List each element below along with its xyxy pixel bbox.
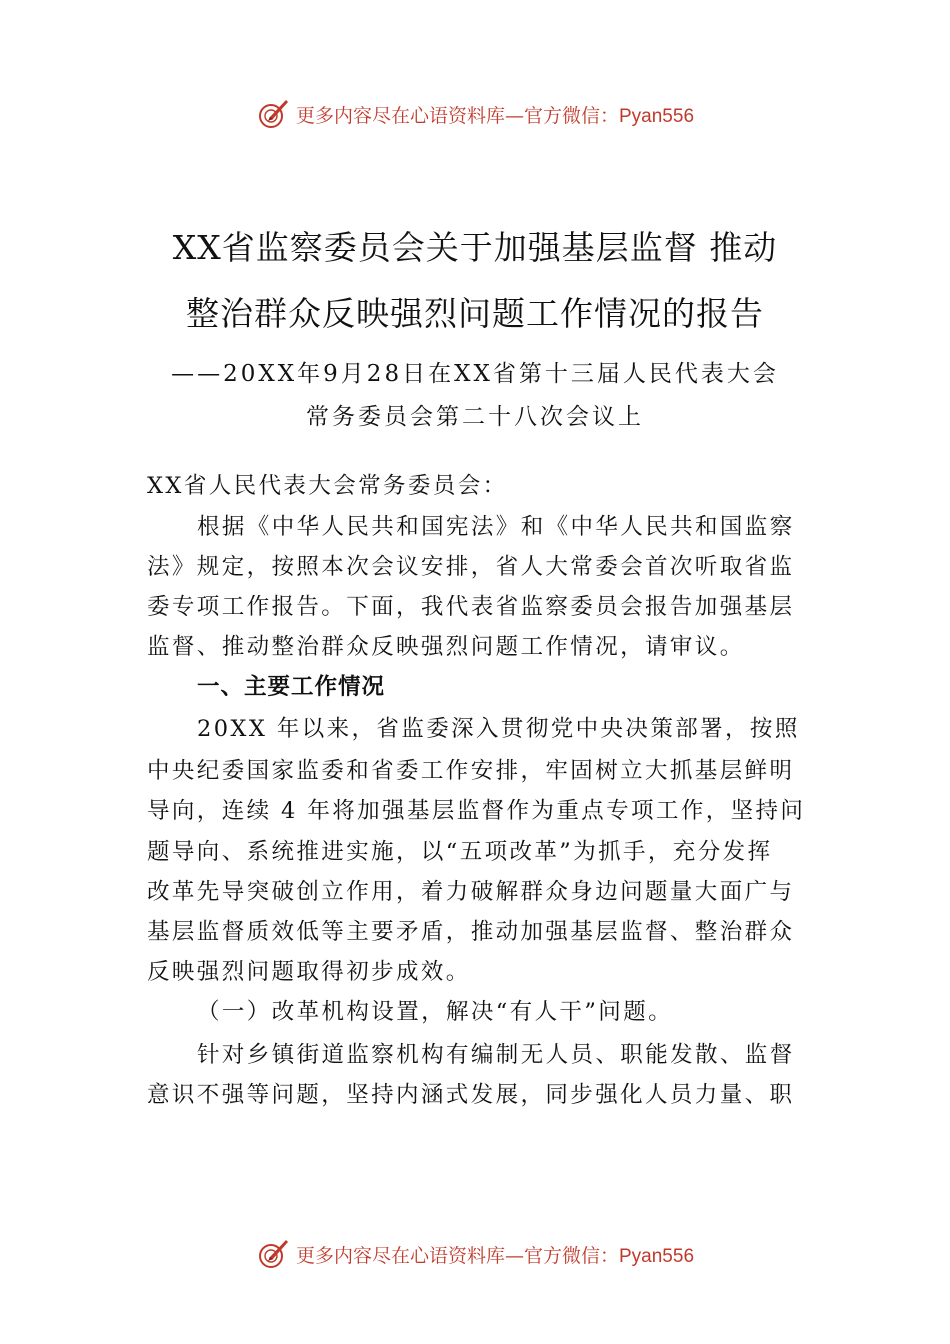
paragraph-line: 题导向、系统推进实施，以“五项改革”为抓手，充分发挥 [147,839,773,865]
paragraph-line: 根据《中华人民共和国宪法》和《中华人民共和国监察 [197,514,795,540]
watermark-label: 官方微信： [523,104,619,127]
paragraph-line: 20XX 年以来，省监委深入贯彻党中央决策部署，按照 [197,716,800,742]
watermark-contact: Pyan556 [619,1245,695,1267]
watermark-contact: Pyan556 [619,105,695,127]
salutation: XX省人民代表大会常务委员会： [147,473,508,499]
paragraph-line: 意识不强等问题，坚持内涵式发展，同步强化人员力量、职 [147,1082,795,1108]
document-subtitle-line-2: 常务委员会第二十八次会议上 [306,404,644,430]
quill-pen-logo-icon [256,97,290,131]
section-heading: 一、主要工作情况 [197,674,386,700]
watermark-dash: — [504,104,524,127]
watermark-text [296,1241,694,1268]
paragraph-line: 监督、推动整治群众反映强烈问题工作情况，请审议。 [147,634,745,660]
watermark-label: 官方微信： [523,1244,619,1267]
watermark-main: 更多内容尽在心语资料库 [295,104,505,127]
paragraph-line: 反映强烈问题取得初步成效。 [147,959,471,985]
paragraph-line: 委专项工作报告。下面，我代表省监察委员会报告加强基层 [147,594,795,620]
watermark-main: 更多内容尽在心语资料库 [295,1244,505,1267]
header-watermark [0,94,950,134]
subsection-heading: （一）改革机构设置，解决“有人干”问题。 [197,999,674,1025]
watermark-text [296,101,694,128]
watermark-dash: — [504,1244,524,1267]
document-subtitle-line-1: ——20XX年9月28日在XX省第十三届人民代表大会 [171,361,779,387]
document-title-line-1: XX省监察委员会关于加强基层监督 推动 [172,228,778,267]
paragraph-line: 基层监督质效低等主要矛盾，推动加强基层监督、整治群众 [147,919,795,945]
paragraph-line: 中央纪委国家监委和省委工作安排，牢固树立大抓基层鲜明 [147,758,795,784]
document-title-line-2: 整治群众反映强烈问题工作情况的报告 [186,294,764,333]
paragraph-line: 改革先导突破创立作用，着力破解群众身边问题量大面广与 [147,879,795,905]
paragraph-line: 法》规定，按照本次会议安排，省人大常委会首次听取省监 [147,554,795,580]
quill-pen-logo-icon [256,1237,290,1271]
paragraph-line: 导向，连续 4 年将加强基层监督作为重点专项工作，坚持问 [147,798,806,824]
paragraph-line: 针对乡镇街道监察机构有编制无人员、职能发散、监督 [197,1042,795,1068]
footer-watermark [0,1234,950,1274]
